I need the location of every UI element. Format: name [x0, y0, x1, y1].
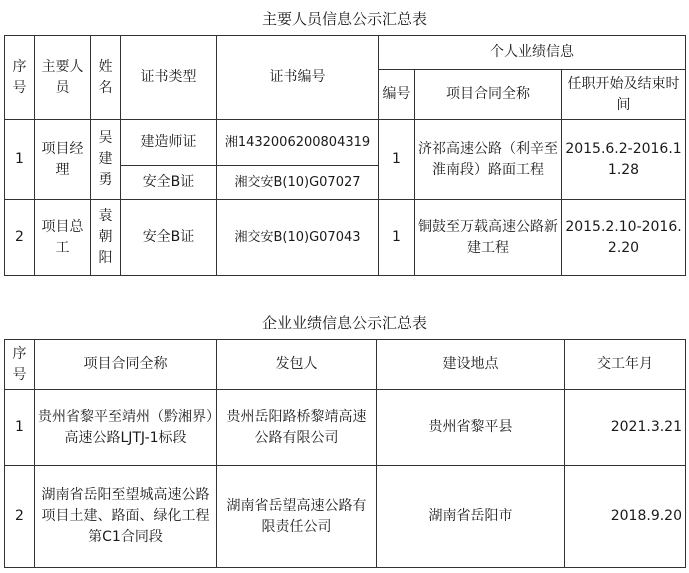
- header-cert-type: 证书类型: [121, 36, 217, 120]
- header-name: 姓名: [91, 36, 121, 120]
- header-project: 项目合同全称: [35, 340, 217, 390]
- header-perf-no: 编号: [379, 70, 415, 120]
- row-client: 湖南省岳望高速公路有限责任公司: [217, 466, 377, 568]
- table-row: [5, 120, 686, 166]
- row-cert-no: 湘1432006200804319: [217, 120, 379, 166]
- header-client: 发包人: [217, 340, 377, 390]
- row-project: 贵州省黎平至靖州（黔湘界）高速公路LJTJ-1标段: [35, 390, 217, 466]
- company-table: [4, 339, 686, 568]
- row-date: 2018.9.20: [565, 466, 686, 568]
- table-row: [5, 466, 686, 568]
- row-name: 吴建勇: [91, 120, 121, 200]
- header-perf-project: 项目合同全称: [415, 70, 562, 120]
- row-cert-no: 湘交安B(10)G07043: [217, 200, 379, 276]
- row-date: 2021.3.21: [565, 390, 686, 466]
- row-role: 项目经理: [35, 120, 91, 200]
- row-perf-no: 1: [379, 120, 415, 200]
- row-name: 袁朝阳: [91, 200, 121, 276]
- header-seq: 序号: [5, 340, 35, 390]
- row-location: 湖南省岳阳市: [377, 466, 565, 568]
- row-role: 项目总工: [35, 200, 91, 276]
- row-seq: 1: [5, 120, 35, 200]
- table-row: [5, 200, 686, 276]
- row-perf-project: 铜鼓至万载高速公路新建工程: [415, 200, 562, 276]
- header-role: 主要人员: [35, 36, 91, 120]
- company-table-title: 企业业绩信息公示汇总表: [261, 314, 427, 332]
- personnel-table-title: 主要人员信息公示汇总表: [261, 10, 427, 28]
- row-perf-period: 2015.2.10-2016.2.20: [562, 200, 686, 276]
- row-client: 贵州岳阳路桥黎靖高速公路有限公司: [217, 390, 377, 466]
- header-perf-group: 个人业绩信息: [379, 36, 686, 70]
- row-cert-type: 建造师证: [121, 120, 217, 166]
- row-location: 贵州省黎平县: [377, 390, 565, 466]
- row-perf-period: 2015.6.2-2016.11.28: [562, 120, 686, 200]
- row-seq: 1: [5, 390, 35, 466]
- header-perf-period: 任职开始及结束时间: [562, 70, 686, 120]
- personnel-table: [4, 35, 686, 276]
- row-seq: 2: [5, 466, 35, 568]
- table-row: [5, 390, 686, 466]
- header-date: 交工年月: [565, 340, 686, 390]
- header-seq: 序号: [5, 36, 35, 120]
- row-seq: 2: [5, 200, 35, 276]
- header-cert-no: 证书编号: [217, 36, 379, 120]
- row-cert-type: 安全B证: [121, 200, 217, 276]
- row-perf-project: 济祁高速公路（利辛至淮南段）路面工程: [415, 120, 562, 200]
- row-cert-no: 湘交安B(10)G07027: [217, 166, 379, 200]
- row-project: 湖南省岳阳至望城高速公路项目土建、路面、绿化工程第C1合同段: [35, 466, 217, 568]
- row-perf-no: 1: [379, 200, 415, 276]
- header-location: 建设地点: [377, 340, 565, 390]
- row-cert-type: 安全B证: [121, 166, 217, 200]
